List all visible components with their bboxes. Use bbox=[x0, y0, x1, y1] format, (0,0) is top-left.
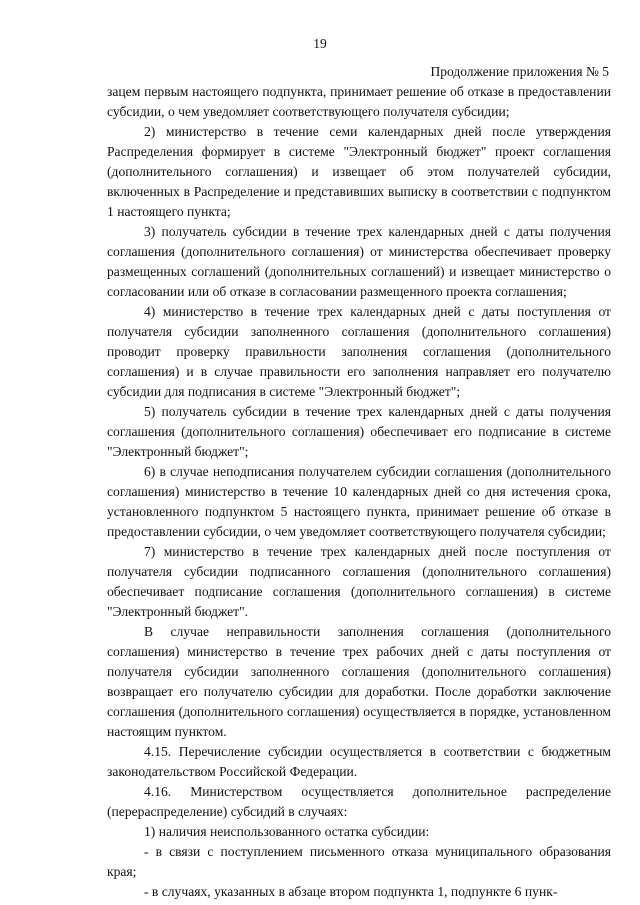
paragraph-incorrect-filling: В случае неправильности заполнения соглашения (дополнительного соглашения) министерство в течение трех рабочих дней с даты поступления от получателя субсидии заполненного соглашения (дополнительного соглашения) возвращает его получателю субсидии для доработки. После доработки заключение соглашения (дополнительного соглашения) осуществляется в порядке, установленном настоящим пунктом. bbox=[107, 624, 611, 739]
paragraph-item-3: 3) получатель субсидии в течение трех календарных дней с даты получения соглашения (дополнительного соглашения) от министерства обеспечивает проверку размещенных соглашений (дополнительных соглашений) и извещает министерство о согласовании или об отказе в согласовании размещенного проекта соглашения; bbox=[107, 224, 611, 299]
appendix-caption: Продолжение приложения № 5 bbox=[430, 64, 609, 79]
paragraph-4-15: 4.15. Перечисление субсидии осуществляется в соответствии с бюджетным законодательством Российской Федерации. bbox=[107, 744, 611, 779]
paragraph-item-4: 4) министерство в течение трех календарных дней с даты поступления от получателя субсидии заполненного соглашения (дополнительного соглашения) проводит проверку правильности заполнения соглашения (дополнительного соглашения) и в случае правильности его заполнения направляет его получателю субсидии для подписания в системе "Электронный бюджет"; bbox=[107, 304, 611, 399]
paragraph-item-6: 6) в случае неподписания получателем субсидии соглашения (дополнительного соглашения) министерство в течение 10 календарных дней со дня истечения срока, установленного подпунктом 5 настоящего пункта, принимает решение об отказе в предоставлении субсидии, о чем уведомляет соответствующего получателя субсидии; bbox=[107, 464, 611, 539]
page-number: 19 bbox=[313, 36, 327, 51]
paragraph-item-5: 5) получатель субсидии в течение трех календарных дней с даты получения соглашения (дополнительного соглашения) обеспечивает его подписание в системе "Электронный бюджет"; bbox=[107, 404, 611, 459]
body-text bbox=[107, 82, 611, 902]
paragraph-item-7: 7) министерство в течение трех календарных дней после поступления от получателя субсидии подписанного соглашения (дополнительного соглашения) обеспечивает подписание соглашения (дополнительного соглашения) в системе "Электронный бюджет". bbox=[107, 544, 611, 619]
paragraph-4-16: 4.16. Министерством осуществляется дополнительное распределение (перераспределение) субсидий в случаях: bbox=[107, 784, 611, 819]
paragraph-dash-2: - в случаях, указанных в абзаце втором подпункта 1, подпункте 6 пунк- bbox=[144, 884, 558, 899]
paragraph-4-16-item-1: 1) наличия неиспользованного остатка субсидии: bbox=[144, 824, 430, 839]
paragraph-item-2: 2) министерство в течение семи календарных дней после утверждения Распределения формирует в системе "Электронный бюджет" проект соглашения (дополнительного соглашения) и извещает об этом получателей субсидии, включенных в Распределение и представивших выписку в соответствии с подпунктом 1 настоящего пункта; bbox=[107, 124, 611, 219]
paragraph-dash-1: - в связи с поступлением письменного отказа муниципального образования края; bbox=[107, 844, 611, 879]
paragraph-continuation: зацем первым настоящего подпункта, принимает решение об отказе в предоставлении субсидии, о чем уведомляет соответствующего получателя субсидии; bbox=[107, 84, 611, 119]
